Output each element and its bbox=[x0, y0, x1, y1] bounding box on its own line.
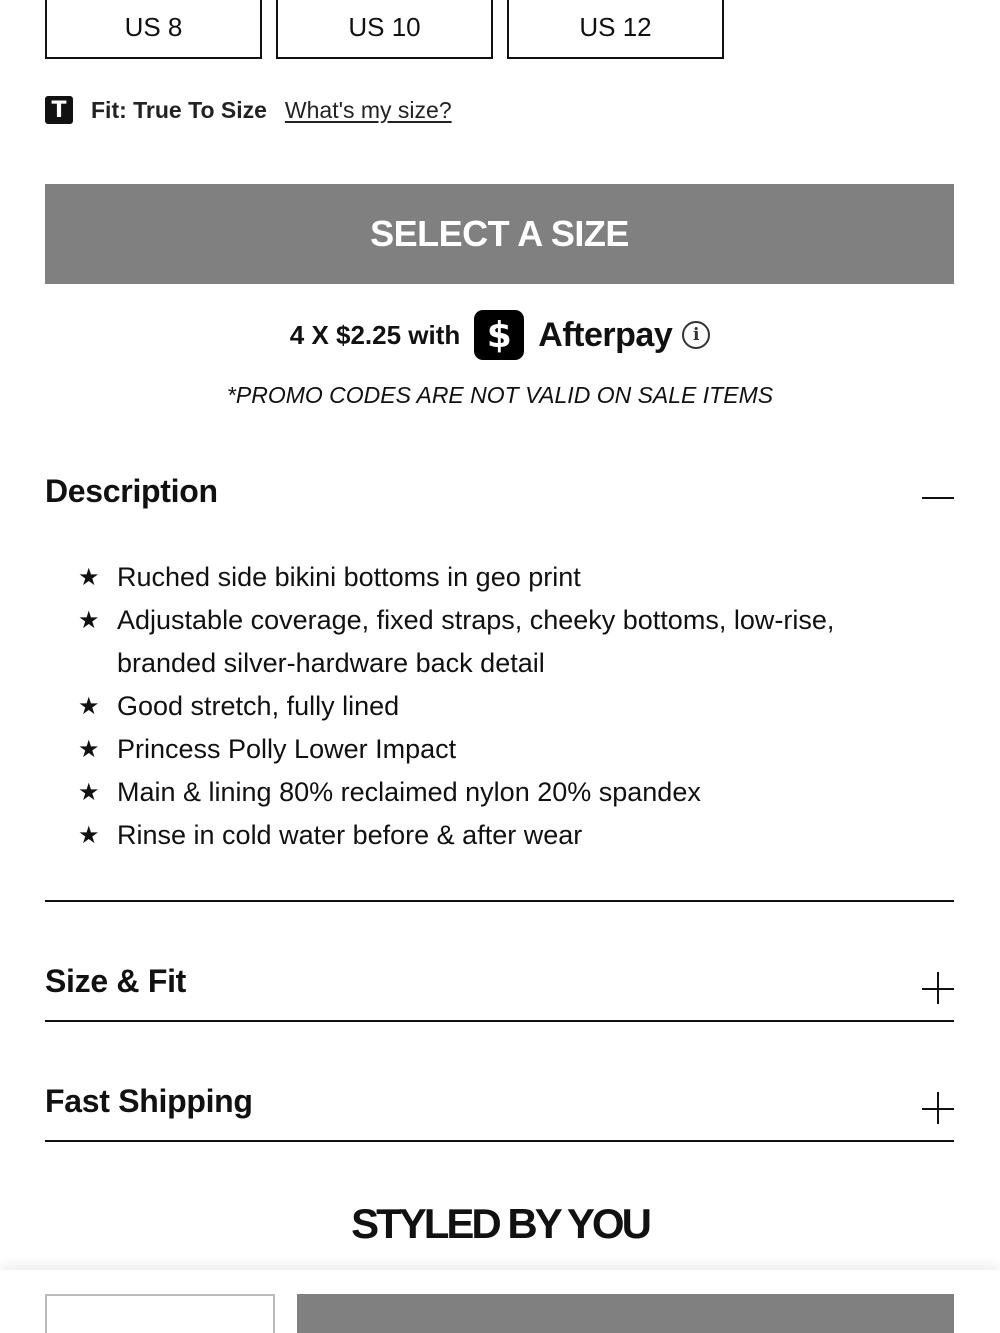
sticky-bottom-bar bbox=[0, 1270, 1000, 1333]
styled-by-you-heading: STYLED BY YOU bbox=[351, 1200, 649, 1247]
expand-icon[interactable] bbox=[922, 972, 956, 1006]
size-option-us10[interactable]: US 10 bbox=[276, 0, 493, 59]
star-icon: ★ bbox=[78, 693, 100, 720]
afterpay-logo-icon: $ bbox=[474, 310, 524, 360]
star-icon: ★ bbox=[78, 779, 100, 806]
wishlist-button[interactable] bbox=[45, 1294, 275, 1333]
list-item: ★ Adjustable coverage, fixed straps, cheeky bottoms, low-rise, branded silver-hardware back detail bbox=[78, 599, 938, 685]
description-list bbox=[78, 556, 938, 857]
description-header[interactable]: Description bbox=[45, 473, 218, 509]
list-item: ★ Main & lining 80% reclaimed nylon 20% spandex bbox=[78, 771, 938, 814]
size-selector bbox=[45, 0, 724, 59]
star-icon: ★ bbox=[78, 564, 100, 591]
list-item: ★ Ruched side bikini bottoms in geo print bbox=[78, 556, 938, 599]
promo-note: *PROMO CODES ARE NOT VALID ON SALE ITEMS bbox=[226, 382, 774, 408]
expand-icon[interactable] bbox=[922, 1092, 956, 1126]
divider bbox=[45, 1140, 954, 1142]
afterpay-brand: Afterpay bbox=[538, 315, 673, 354]
fast-shipping-header[interactable]: Fast Shipping bbox=[45, 1083, 253, 1119]
size-option-us12[interactable]: US 12 bbox=[507, 0, 724, 59]
list-item: ★ Rinse in cold water before & after wear bbox=[78, 814, 938, 857]
divider bbox=[45, 900, 954, 902]
size-option-us8[interactable]: US 8 bbox=[45, 0, 262, 59]
divider bbox=[45, 1020, 954, 1022]
add-to-bag-button[interactable] bbox=[297, 1294, 954, 1333]
select-size-button[interactable]: SELECT A SIZE bbox=[45, 184, 954, 284]
afterpay-installments: 4 X $2.25 with bbox=[289, 319, 461, 350]
star-icon: ★ bbox=[78, 607, 100, 634]
list-item: ★ Good stretch, fully lined bbox=[78, 685, 938, 728]
fit-label: Fit: True To Size bbox=[91, 96, 267, 123]
collapse-icon[interactable] bbox=[922, 481, 956, 515]
star-icon: ★ bbox=[78, 822, 100, 849]
size-fit-header[interactable]: Size & Fit bbox=[45, 963, 187, 999]
star-icon: ★ bbox=[78, 736, 100, 763]
fit-info bbox=[45, 96, 452, 124]
info-icon[interactable]: i bbox=[682, 321, 710, 349]
true-to-size-icon: T bbox=[45, 96, 73, 124]
list-item: ★ Princess Polly Lower Impact bbox=[78, 728, 938, 771]
afterpay-info bbox=[0, 310, 1000, 360]
whats-my-size-link[interactable]: What's my size? bbox=[284, 96, 452, 123]
